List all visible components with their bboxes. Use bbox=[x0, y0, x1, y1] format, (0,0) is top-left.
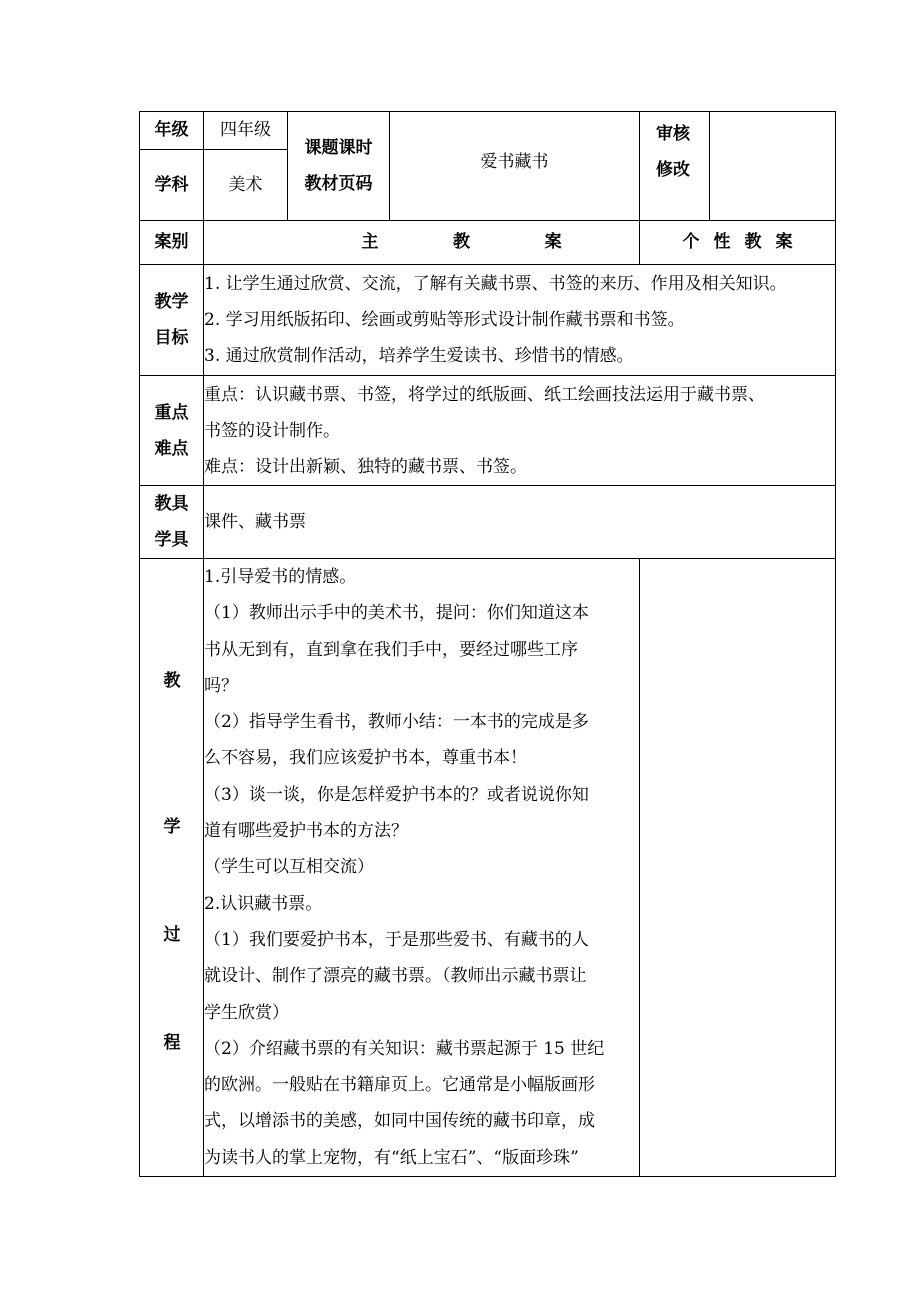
lesson-plan-table bbox=[139, 111, 836, 1177]
case-row bbox=[140, 221, 836, 265]
subject-label: 学科 bbox=[140, 150, 204, 221]
keypoints-label bbox=[140, 376, 204, 486]
process-line: （3）谈一谈，你是怎样爱护书本的？或者说说你知 bbox=[204, 784, 589, 805]
goal-item: 1. 让学生通过欣赏、交流，了解有关藏书票、书签的来历、作用及相关知识。 bbox=[204, 274, 787, 294]
tools-label-line2: 学具 bbox=[154, 530, 189, 550]
tools-label bbox=[140, 486, 204, 559]
goal-item: 3. 通过欣赏制作活动，培养学生爱读书、珍惜书的情感。 bbox=[204, 346, 634, 366]
main-heading-char-3: 案 bbox=[544, 232, 562, 253]
grade-value: 四年级 bbox=[204, 112, 288, 150]
process-line: （1）我们要爱护书本，于是那些爱书、有藏书的人 bbox=[204, 929, 589, 950]
process-label-char-2: 学 bbox=[163, 817, 181, 837]
topic-value: 爱书藏书 bbox=[390, 112, 640, 221]
process-line: 1.引导爱书的情感。 bbox=[204, 567, 357, 587]
personal-heading-char-2: 性 bbox=[713, 232, 731, 253]
goals-label-line2: 目标 bbox=[154, 328, 189, 348]
goals-label-line1: 教学 bbox=[154, 292, 189, 312]
process-line: （2）指导学生看书，教师小结：一本书的完成是多 bbox=[204, 712, 589, 733]
process-label-char-1: 教 bbox=[163, 671, 181, 691]
goal-item: 2. 学习用纸版拓印、绘画或剪贴等形式设计制作藏书票和书签。 bbox=[204, 310, 685, 330]
header-row-grade bbox=[140, 112, 836, 150]
process-row bbox=[140, 559, 836, 1177]
process-line: 2.认识藏书票。 bbox=[204, 893, 323, 914]
process-line: 为读书人的掌上宠物，有“纸上宝石”、“版面珍珠” bbox=[204, 1147, 579, 1168]
goals-content bbox=[204, 265, 836, 376]
keypoints-line: 重点：认识藏书票、书签，将学过的纸版画、纸工绘画技法运用于藏书票、 bbox=[204, 384, 765, 405]
process-personal-notes bbox=[640, 559, 836, 1177]
main-heading-char-2: 教 bbox=[452, 232, 470, 253]
review-label bbox=[640, 112, 710, 221]
process-line: 道有哪些爱护书本的方法？ bbox=[204, 821, 408, 842]
process-line: 么不容易，我们应该爱护书本，尊重书本！ bbox=[204, 748, 527, 769]
keypoints-label-line2: 难点 bbox=[154, 438, 189, 459]
review-value bbox=[710, 112, 836, 221]
keypoints-content bbox=[204, 376, 836, 486]
keypoints-line: 书签的设计制作。 bbox=[204, 420, 340, 441]
process-label-char-4: 程 bbox=[163, 1033, 181, 1053]
keypoints-line: 难点：设计出新颖、独特的藏书票、书签。 bbox=[204, 456, 527, 477]
process-content bbox=[204, 559, 640, 1177]
process-line: 式，以增添书的美感，如同中国传统的藏书印章，成 bbox=[204, 1111, 595, 1132]
goals-row bbox=[140, 265, 836, 376]
process-line: 书从无到有，直到拿在我们手中，要经过哪些工序 bbox=[204, 639, 578, 660]
goals-label bbox=[140, 265, 204, 376]
process-line: （1）教师出示手中的美术书，提问：你们知道这本 bbox=[204, 603, 589, 624]
grade-label: 年级 bbox=[140, 112, 204, 150]
case-label: 案别 bbox=[140, 221, 204, 265]
main-heading-char-1: 主 bbox=[361, 232, 379, 253]
personal-heading-char-1: 个 bbox=[682, 232, 700, 253]
tools-row bbox=[140, 486, 836, 559]
keypoints-row bbox=[140, 376, 836, 486]
tools-label-line1: 教具 bbox=[154, 494, 189, 514]
topic-label-line2: 教材页码 bbox=[304, 174, 373, 194]
personal-plan-heading bbox=[640, 221, 836, 265]
process-line: 就设计、制作了漂亮的藏书票。（教师出示藏书票让 bbox=[204, 966, 587, 987]
personal-heading-char-3: 教 bbox=[744, 232, 762, 253]
tools-value: 课件、藏书票 bbox=[204, 486, 836, 559]
process-line: 学生欣赏） bbox=[204, 1002, 289, 1023]
topic-label-line1: 课题课时 bbox=[304, 138, 373, 158]
subject-value: 美术 bbox=[204, 150, 288, 221]
process-line: （学生可以互相交流） bbox=[204, 857, 374, 878]
process-line: 的欧洲。一般贴在书籍扉页上。它通常是小幅版画形 bbox=[204, 1075, 595, 1096]
personal-heading-char-4: 案 bbox=[775, 232, 793, 253]
process-line: （2）介绍藏书票的有关知识：藏书票起源于 15 世纪 bbox=[204, 1038, 605, 1059]
topic-label bbox=[288, 112, 390, 221]
process-line: 吗？ bbox=[204, 675, 238, 696]
main-plan-heading bbox=[204, 221, 640, 265]
process-label bbox=[140, 559, 204, 1177]
keypoints-label-line1: 重点 bbox=[154, 402, 189, 423]
review-label-line1: 审核 bbox=[656, 124, 690, 144]
process-label-char-3: 过 bbox=[163, 925, 181, 945]
review-label-line2: 修改 bbox=[656, 160, 690, 180]
